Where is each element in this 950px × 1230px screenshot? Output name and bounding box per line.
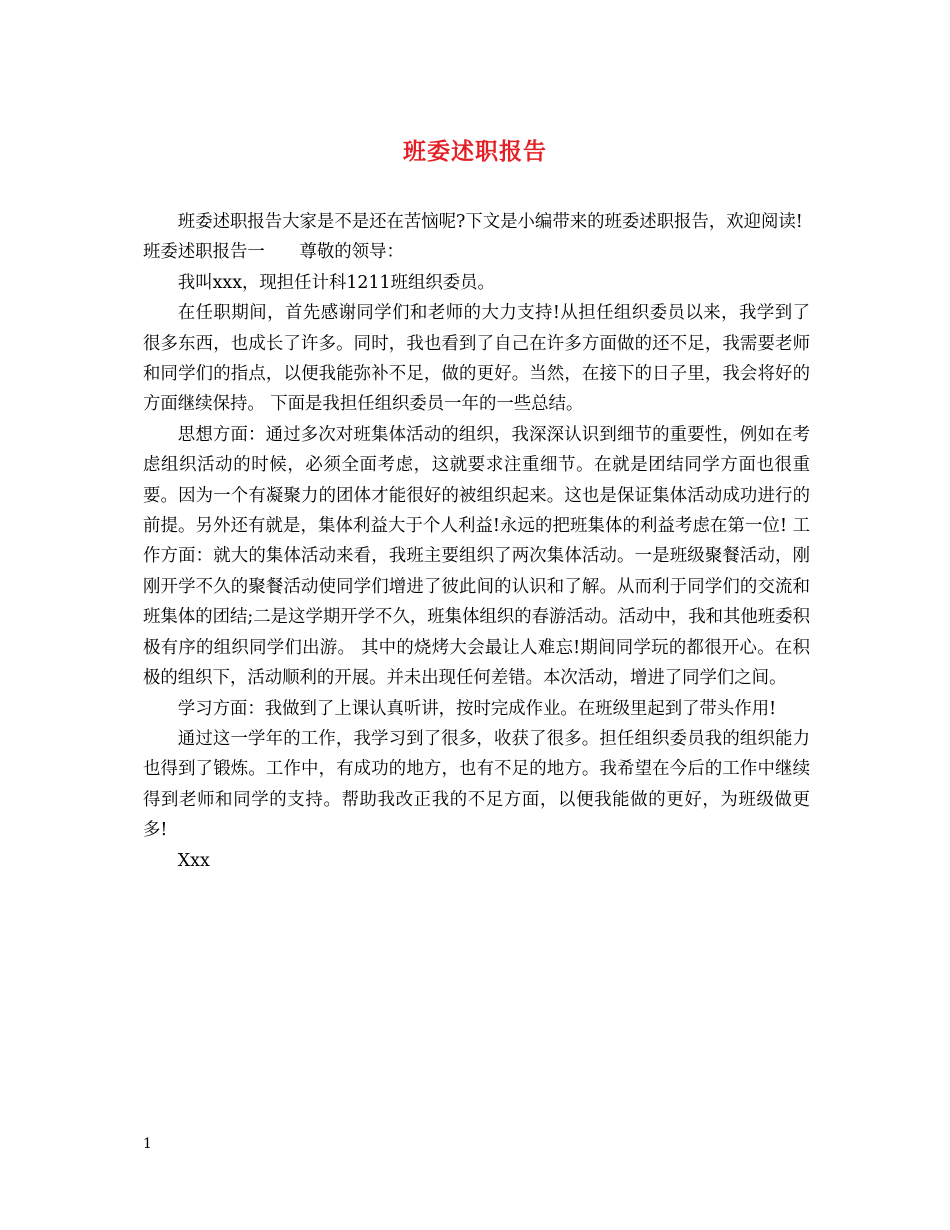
paragraph-thought-and-work: 思想方面：通过多次对班集体活动的组织，我深深认识到细节的重要性，例如在考虑组织活动的时候，必须全面考虑，这就要求注重细节。在就是团结同学方面也很重要。因为一个有凝聚力的团体才能很好的被组织起来。这也是保证集体活动成功进行的前提。另外还有就是，集体利益大于个人利益!永远的把班集体的利益考虑在第一位! 工作方面：就大的集体活动来看，我班主要组织了两次集体活动。一是班级聚餐活动，刚刚开学不久的聚餐活动使同学们增进了彼此间的认识和了解。从而利于同学们的交流和班集体的团结;二是这学期开学不久，班集体组织的春游活动。活动中，我和其他班委积极有序的组织同学们出游。 其中的烧烤大会最让人难忘!期间同学玩的都很开心。在积极的组织下，活动顺利的开展。并未出现任何差错。本次活动，增进了同学们之间。: [143, 424, 810, 689]
document-title: 班委述职报告: [403, 138, 547, 165]
page-number: 1: [143, 1136, 152, 1152]
paragraph-section-heading: 班委述职报告一 尊敬的领导：: [143, 242, 404, 263]
document-body: [143, 207, 810, 876]
paragraph-intro: 班委述职报告大家是不是还在苦恼呢?下文是小编带来的班委述职报告，欢迎阅读!: [177, 212, 803, 232]
paragraph-signature: Xxx: [177, 850, 210, 871]
paragraph-summary: 通过这一学年的工作，我学习到了很多，收获了很多。担任组织委员我的组织能力也得到了锻炼。工作中，有成功的地方，也有不足的地方。我希望在今后的工作中继续得到老师和同学的支持。帮助我改正我的不足方面，以便我能做的更好，为班级做更多!: [143, 728, 810, 841]
paragraph-study: 学习方面：我做到了上课认真听讲，按时完成作业。在班级里起到了带头作用!: [177, 698, 777, 719]
paragraph-gratitude: 在任职期间，首先感谢同学们和老师的大力支持!从担任组织委员以来，我学到了很多东西，也成长了许多。同时，我也看到了自己在许多方面做的还不足，我需要老师和同学们的指点，以便我能弥补不足，做的更好。当然，在接下的日子里，我会将好的方面继续保持。 下面是我担任组织委员一年的一些总结。: [143, 303, 810, 415]
paragraph-self-introduction: 我叫xxx，现担任计科1211班组织委员。: [177, 272, 495, 293]
